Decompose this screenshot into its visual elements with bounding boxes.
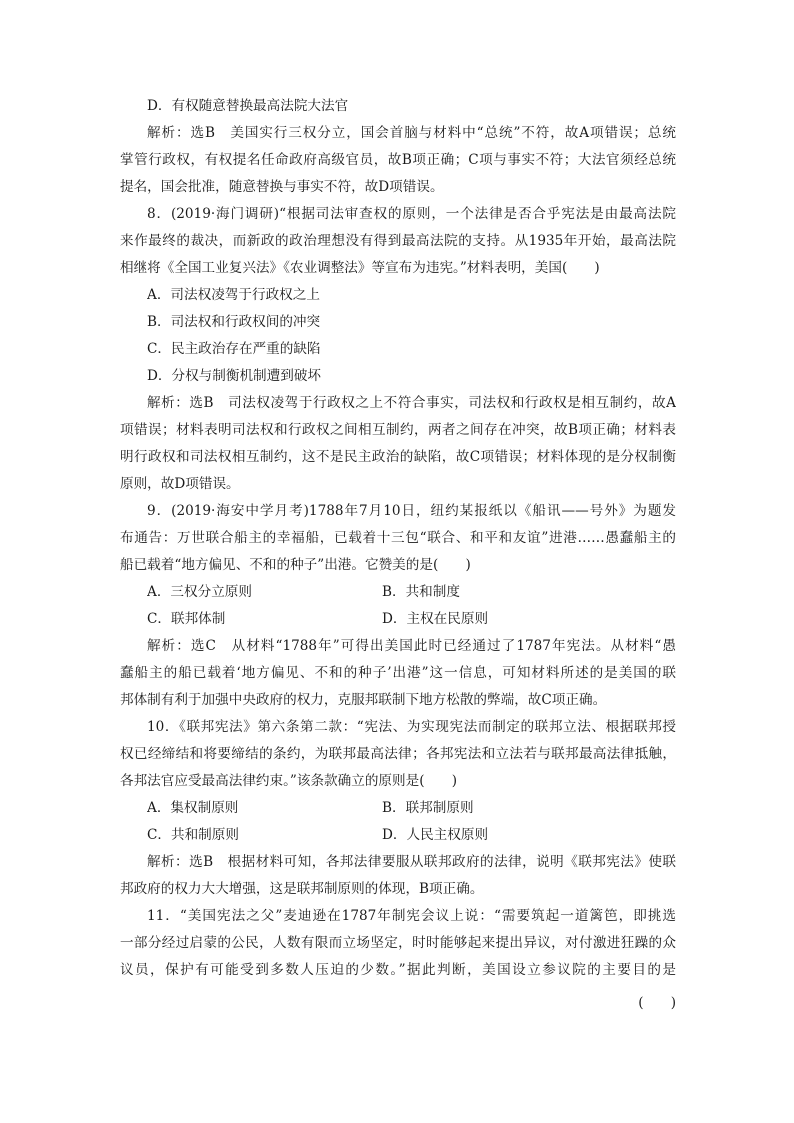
q11-answer-blank: ( ) xyxy=(638,995,676,1011)
q9-analysis-line: 邦体制有利于加强中央政府的权力，克服邦联制下地方松散的弊端，故C项正确。 xyxy=(120,692,607,708)
q10-option-d: D．人民主权原则 xyxy=(382,827,489,843)
q8-stem-line: 相继将《全国工业复兴法》《农业调整法》等宣布为违宪。”材料表明，美国( ) xyxy=(120,260,600,276)
q8-stem-line: 8．(2019·海门调研)“根据司法审查权的原则，一个法律是否合乎宪法是由最高法院 xyxy=(147,206,676,222)
q10-analysis-line: 邦政府的权力大大增强，这是联邦制原则的体现，B项正确。 xyxy=(120,881,484,897)
q7-analysis-line: 解析：选B 美国实行三权分立，国会首脑与材料中“总统”不符，故A项错误；总统 xyxy=(147,125,676,141)
q9-analysis-line: 蠢船主的船已载着‘地方偏见、不和的种子’出港”这一信息，可知材料所述的是美国的联 xyxy=(120,665,676,681)
q8-option-d: D．分权与制衡机制遭到破坏 xyxy=(147,368,322,384)
q8-analysis-line: 项错误；材料表明司法权和行政权之间相互制约，两者之间存在冲突，故B项正确；材料表 xyxy=(120,422,676,438)
q9-option-b: B．共和制度 xyxy=(382,584,460,600)
q10-stem-line: 各邦法官应受最高法律约束。”该条款确立的原则是( ) xyxy=(120,773,458,789)
q9-option-d: D．主权在民原则 xyxy=(382,611,489,627)
q9-option-c: C．联邦体制 xyxy=(147,611,226,627)
q8-option-b: B．司法权和行政权间的冲突 xyxy=(147,314,321,330)
q7-analysis-line: 提名，国会批准，随意替换与事实不符，故D项错误。 xyxy=(120,179,444,195)
q9-analysis-line: 解析：选C 从材料“1788年”可得出美国此时已经通过了1787年宪法。从材料“愚 xyxy=(147,638,676,654)
q8-stem-line: 来作最终的裁决，而新政的政治理想没有得到最高法院的支持。从1935年开始，最高法院 xyxy=(120,233,676,249)
q8-option-a: A．司法权凌驾于行政权之上 xyxy=(147,287,320,303)
q9-stem-line: 9．(2019·海安中学月考)1788年7月10日，纽约某报纸以《船讯——号外》为题发 xyxy=(147,503,676,519)
q8-analysis-line: 原则，故D项错误。 xyxy=(120,476,240,492)
q7-analysis-line: 掌管行政权，有权提名任命政府高级官员，故B项正确；C项与事实不符；大法官须经总统 xyxy=(120,152,676,168)
q11-stem-line: 一部分经过启蒙的公民，人数有限而立场坚定，时时能够起来提出异议，对付激进狂躁的众 xyxy=(120,935,676,951)
q10-option-c: C．共和制原则 xyxy=(147,827,239,843)
q8-analysis-line: 解析：选B 司法权凌驾于行政权之上不符合事实，司法权和行政权是相互制约，故A xyxy=(147,395,676,411)
q10-stem-line: 权已经缔结和将要缔结的条约，为联邦最高法律；各邦宪法和立法若与联邦最高法律抵触， xyxy=(120,746,676,762)
q10-stem-line: 10．《联邦宪法》第六条第二款：“宪法、为实现宪法而制定的联邦立法、根据联邦授 xyxy=(147,719,676,735)
q10-option-a: A．集权制原则 xyxy=(147,800,239,816)
q9-option-a: A．三权分立原则 xyxy=(147,584,252,600)
q11-stem-line: 议员，保护有可能受到多数人压迫的少数。”据此判断，美国设立参议院的主要目的是 xyxy=(120,962,676,978)
q9-stem-line: 船已载着“地方偏见、不和的种子”出港。它赞美的是( ) xyxy=(120,557,471,573)
q9-stem-line: 布通告：万世联合船主的幸福船，已载着十三包“联合、和平和友谊”进港……愚蠢船主的 xyxy=(120,530,676,546)
q10-option-b: B．联邦制原则 xyxy=(382,800,474,816)
q10-analysis-line: 解析：选B 根据材料可知，各邦法律要服从联邦政府的法律，说明《联邦宪法》使联 xyxy=(147,854,676,870)
q8-option-c: C．民主政治存在严重的缺陷 xyxy=(147,341,321,357)
q8-analysis-line: 明行政权和司法权相互制约，这不是民主政治的缺陷，故C项错误；材料体现的是分权制衡 xyxy=(120,449,676,465)
q11-stem-line: 11．“美国宪法之父”麦迪逊在1787年制宪会议上说：“需要筑起一道篱笆，即挑选 xyxy=(147,908,676,924)
q7-option-d: D．有权随意替换最高法院大法官 xyxy=(147,98,349,114)
